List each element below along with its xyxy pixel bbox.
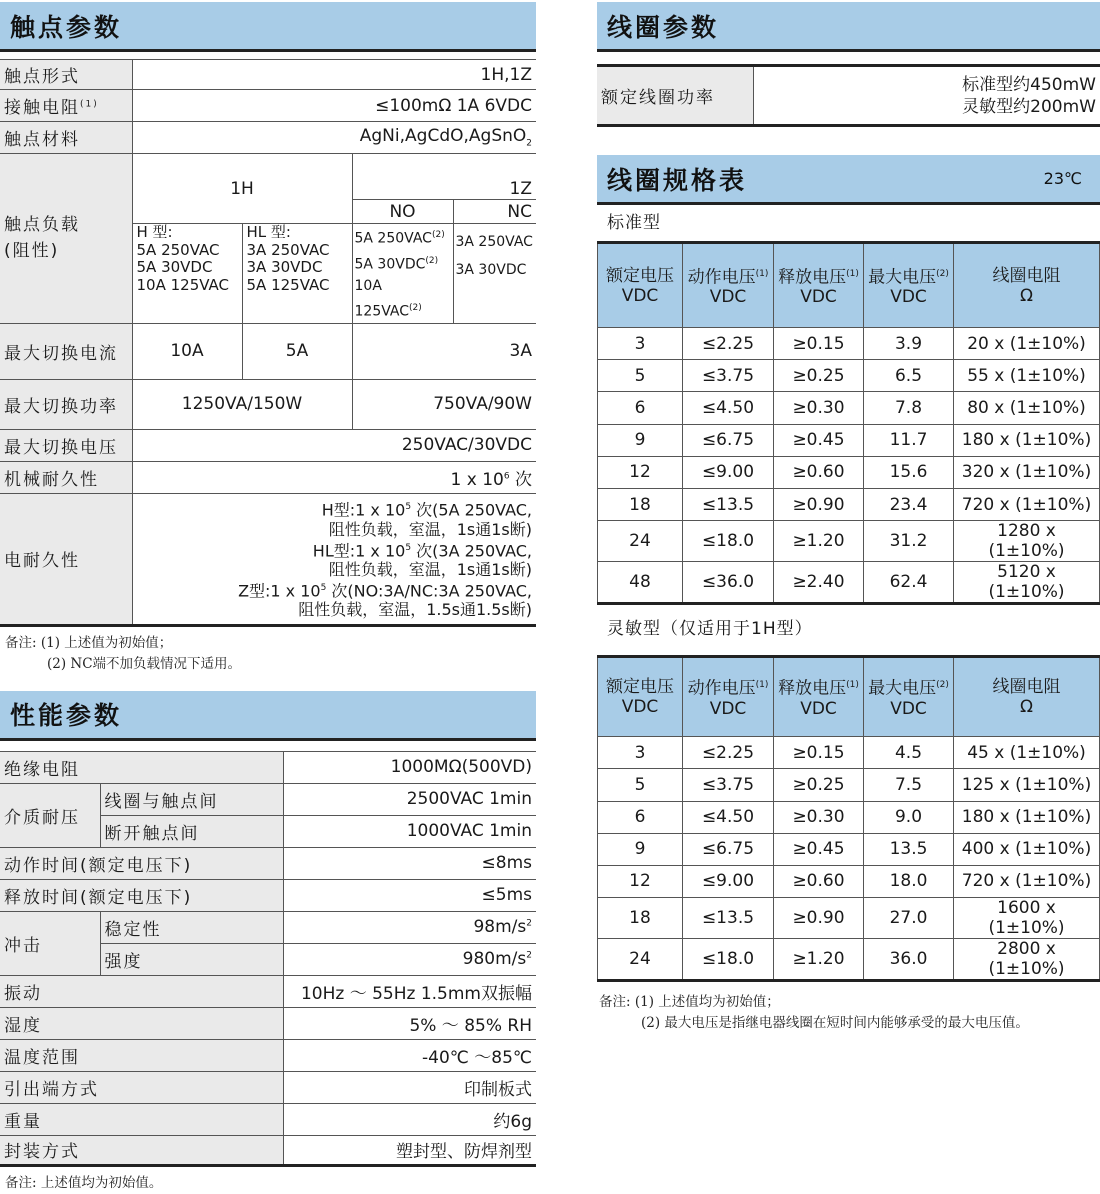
cell-release-voltage: ≥0.60: [774, 456, 864, 488]
coil-power-values: 标准型约450mW 灵敏型约200mW: [753, 66, 1100, 126]
contact-resistance-row: [0, 90, 536, 122]
header-release-voltage: 释放电压$^{(1)}$ VDC: [774, 657, 864, 737]
load-hl-values: HL 型: 3A 250VAC 3A 30VDC 5A 125VAC: [242, 224, 352, 324]
row-value: $980m/s^2$: [283, 943, 536, 975]
contact-load-label: 触点负载 (阻性): [0, 154, 132, 324]
row-value: 1 x $10^6$ 次: [132, 461, 536, 493]
cell-max-voltage: 23.4: [864, 488, 954, 520]
release-time-row: [0, 879, 536, 911]
coil-spec-notes: 备注: (1) 上述值均为初始值； (2) 最大电压是指继电器线圈在短时间内能够承受的最大电压值。: [599, 994, 1029, 1032]
row-value: 1000VAC 1min: [283, 815, 536, 847]
load-nc-values: 3A 250VAC 3A 30VDC: [453, 224, 536, 324]
load-no-values: 5A 250VAC$^{(2)}$ 5A 30VDC$^{(2)}$ 10A 125VAC$^{(2)}$: [352, 224, 453, 324]
standard-coil-table: [597, 241, 1100, 605]
row-value: 10Hz ～ 55Hz 1.5mm双振幅: [283, 975, 536, 1007]
row-label: 重量: [0, 1103, 283, 1135]
cell-operate-voltage: ≤13.5: [683, 898, 774, 939]
cell-release-voltage: ≥0.45: [774, 424, 864, 456]
row-label: 触点材料: [0, 122, 132, 154]
row-label: 最大切换电流: [0, 323, 132, 379]
cell-rated-voltage: 9: [598, 424, 683, 456]
coil-spec-section-header: [597, 155, 1100, 205]
row-value: $98m/s^2$: [283, 911, 536, 943]
cell-coil-resistance: 180 x (1±10%): [954, 801, 1100, 833]
cell-coil-resistance: 20 x (1±10%): [954, 328, 1100, 360]
load-no-header: NO: [352, 200, 453, 224]
row-value: ≤8ms: [283, 847, 536, 879]
row-label: 介质耐压: [0, 783, 100, 847]
cell-release-voltage: ≥0.90: [774, 488, 864, 520]
performance-section-header: [0, 691, 536, 741]
cell-operate-voltage: ≤9.00: [683, 865, 774, 897]
cell-max-voltage: 11.7: [864, 424, 954, 456]
cell-release-voltage: ≥0.15: [774, 737, 864, 769]
row-sublabel: 强度: [100, 943, 283, 975]
cell-rated-voltage: 24: [598, 521, 683, 562]
contact-form-row: [0, 60, 536, 90]
cell-release-voltage: ≥2.40: [774, 562, 864, 604]
cell-max-voltage: 7.8: [864, 392, 954, 424]
cell-operate-voltage: ≤3.75: [683, 360, 774, 392]
cell-release-voltage: ≥0.60: [774, 865, 864, 897]
contact-section-header: [0, 2, 536, 52]
cell-operate-voltage: ≤18.0: [683, 939, 774, 981]
cell-release-voltage: ≥0.25: [774, 769, 864, 801]
cell-rated-voltage: 5: [598, 769, 683, 801]
table-row: [598, 424, 1100, 456]
row-label: 最大切换功率: [0, 379, 132, 429]
table-row: [598, 898, 1100, 939]
cell-coil-resistance: 180 x (1±10%): [954, 424, 1100, 456]
cell-max-voltage: 27.0: [864, 898, 954, 939]
left-column: [0, 0, 536, 1194]
row-label: 冲击: [0, 911, 100, 975]
cell-coil-resistance: 400 x (1±10%): [954, 833, 1100, 865]
cell-operate-voltage: ≤9.00: [683, 456, 774, 488]
cell-max-voltage: 13.5: [864, 833, 954, 865]
cell-rated-voltage: 24: [598, 939, 683, 981]
cell-coil-resistance: 720 x (1±10%): [954, 488, 1100, 520]
cell-coil-resistance: 125 x (1±10%): [954, 769, 1100, 801]
performance-parameters-table: [0, 751, 536, 1167]
cell-release-voltage: ≥0.90: [774, 898, 864, 939]
row-value: ≤5ms: [283, 879, 536, 911]
sensitive-type-title: 灵敏型（仅适用于1H型）: [607, 619, 813, 640]
header-operate-voltage: 动作电压$^{(1)}$ VDC: [683, 243, 774, 328]
max-power-z: 750VA/90W: [352, 379, 536, 429]
shock-stability-row: [0, 911, 536, 943]
row-label: 引出端方式: [0, 1071, 283, 1103]
row-label: 额定线圈功率: [597, 66, 753, 126]
insulation-row: [0, 751, 536, 783]
max-current-z: 3A: [352, 323, 536, 379]
vibration-row: [0, 975, 536, 1007]
row-value: 2500VAC 1min: [283, 783, 536, 815]
coil-section-title: 线圈参数: [607, 12, 720, 42]
table-header-row: [598, 657, 1100, 737]
cell-coil-resistance: 80 x (1±10%): [954, 392, 1100, 424]
table-row: [598, 833, 1100, 865]
table-header-row: [598, 243, 1100, 328]
table-row: [598, 456, 1100, 488]
row-label: 机械耐久性: [0, 461, 132, 493]
cell-max-voltage: 36.0: [864, 939, 954, 981]
row-label: 绝缘电阻: [0, 751, 283, 783]
load-1h-header: 1H: [132, 154, 352, 224]
row-label: 振动: [0, 975, 283, 1007]
max-current-h: 10A: [132, 323, 242, 379]
cell-release-voltage: ≥0.45: [774, 833, 864, 865]
coil-spec-temperature: 23℃: [1043, 169, 1082, 188]
row-value: 250VAC/30VDC: [132, 429, 536, 461]
table-row: [598, 488, 1100, 520]
row-sublabel: 断开触点间: [100, 815, 283, 847]
row-value: 1000MΩ(500VD): [283, 751, 536, 783]
row-label: 电耐久性: [0, 493, 132, 625]
cell-max-voltage: 31.2: [864, 521, 954, 562]
elec-endurance-values: H型:1 x $10^5$ 次(5A 250VAC, 阻性负载，室温，1s通1s断) HL型:1 x $10^5$ 次(3A 250VAC, 阻性负载，室温，1s通1s断) Z型:1 x $10^5$ 次(NO:3A/NC:3A 250VAC, 阻性负载，室温，1.5s通1.5s断): [132, 493, 536, 625]
cell-rated-voltage: 48: [598, 562, 683, 604]
max-power-h: 1250VA/150W: [132, 379, 352, 429]
contact-material-row: [0, 122, 536, 154]
coil-parameters-table: [597, 64, 1100, 127]
cell-rated-voltage: 5: [598, 360, 683, 392]
header-rated-voltage: 额定电压 VDC: [598, 657, 683, 737]
row-sublabel: 稳定性: [100, 911, 283, 943]
row-value: 印制板式: [283, 1071, 536, 1103]
table-row: [598, 328, 1100, 360]
header-rated-voltage: 额定电压 VDC: [598, 243, 683, 328]
dielectric-coil-row: [0, 783, 536, 815]
cell-max-voltage: 15.6: [864, 456, 954, 488]
cell-operate-voltage: ≤3.75: [683, 769, 774, 801]
cell-rated-voltage: 6: [598, 801, 683, 833]
load-1z-header: 1Z: [352, 154, 536, 200]
table-row: [598, 360, 1100, 392]
table-row: [598, 939, 1100, 981]
cell-max-voltage: 18.0: [864, 865, 954, 897]
load-h-values: H 型: 5A 250VAC 5A 30VDC 10A 125VAC: [132, 224, 242, 324]
row-value: 约6g: [283, 1103, 536, 1135]
cell-coil-resistance: 55 x (1±10%): [954, 360, 1100, 392]
cell-coil-resistance: 320 x (1±10%): [954, 456, 1100, 488]
package-row: [0, 1135, 536, 1165]
row-label: 温度范围: [0, 1039, 283, 1071]
row-value: -40℃ ～85℃: [283, 1039, 536, 1071]
coil-spec-section-title: 线圈规格表: [607, 165, 748, 195]
header-release-voltage: 释放电压$^{(1)}$ VDC: [774, 243, 864, 328]
cell-coil-resistance: 720 x (1±10%): [954, 865, 1100, 897]
cell-max-voltage: 3.9: [864, 328, 954, 360]
cell-max-voltage: 9.0: [864, 801, 954, 833]
cell-rated-voltage: 6: [598, 392, 683, 424]
sensitive-coil-rows: [598, 737, 1100, 981]
header-coil-resistance: 线圈电阻 Ω: [954, 243, 1100, 328]
table-row: [598, 737, 1100, 769]
cell-release-voltage: ≥1.20: [774, 939, 864, 981]
cell-max-voltage: 62.4: [864, 562, 954, 604]
row-sublabel: 线圈与触点间: [100, 783, 283, 815]
row-value: AgNi,AgCdO,AgSnO$_2$: [132, 122, 536, 154]
row-label: 动作时间(额定电压下): [0, 847, 283, 879]
cell-coil-resistance: 2800 x (1±10%): [954, 939, 1100, 981]
cell-operate-voltage: ≤13.5: [683, 488, 774, 520]
contact-parameters-table: [0, 59, 536, 627]
cell-max-voltage: 6.5: [864, 360, 954, 392]
operate-time-row: [0, 847, 536, 879]
header-coil-resistance: 线圈电阻 Ω: [954, 657, 1100, 737]
mech-endurance-row: [0, 461, 536, 493]
cell-operate-voltage: ≤2.25: [683, 737, 774, 769]
cell-operate-voltage: ≤6.75: [683, 833, 774, 865]
max-voltage-row: [0, 429, 536, 461]
elec-endurance-row: [0, 493, 536, 625]
cell-max-voltage: 7.5: [864, 769, 954, 801]
max-power-row: [0, 379, 536, 429]
row-label: 触点形式: [0, 60, 132, 90]
table-row: [598, 392, 1100, 424]
cell-coil-resistance: 1600 x (1±10%): [954, 898, 1100, 939]
table-row: [598, 562, 1100, 604]
table-row: [598, 769, 1100, 801]
table-row: [598, 521, 1100, 562]
terminal-row: [0, 1071, 536, 1103]
header-max-voltage: 最大电压$^{(2)}$ VDC: [864, 657, 954, 737]
header-operate-voltage: 动作电压$^{(1)}$ VDC: [683, 657, 774, 737]
row-label: 最大切换电压: [0, 429, 132, 461]
row-value: 5% ～ 85% RH: [283, 1007, 536, 1039]
contact-load-header-row: [0, 154, 536, 200]
cell-release-voltage: ≥0.25: [774, 360, 864, 392]
cell-operate-voltage: ≤6.75: [683, 424, 774, 456]
cell-coil-resistance: 45 x (1±10%): [954, 737, 1100, 769]
cell-release-voltage: ≥1.20: [774, 521, 864, 562]
right-column: [597, 0, 1100, 1034]
row-label: 封装方式: [0, 1135, 283, 1165]
cell-operate-voltage: ≤4.50: [683, 392, 774, 424]
cell-release-voltage: ≥0.15: [774, 328, 864, 360]
humidity-row: [0, 1007, 536, 1039]
cell-rated-voltage: 9: [598, 833, 683, 865]
max-current-row: [0, 323, 536, 379]
coil-power-row: [597, 66, 1100, 126]
row-value: 塑封型、防焊剂型: [283, 1135, 536, 1165]
cell-rated-voltage: 12: [598, 865, 683, 897]
cell-operate-voltage: ≤18.0: [683, 521, 774, 562]
load-nc-header: NC: [453, 200, 536, 224]
cell-operate-voltage: ≤36.0: [683, 562, 774, 604]
standard-type-title: 标准型: [607, 213, 661, 233]
table-row: [598, 865, 1100, 897]
cell-release-voltage: ≥0.30: [774, 801, 864, 833]
row-label: 湿度: [0, 1007, 283, 1039]
header-max-voltage: 最大电压$^{(2)}$ VDC: [864, 243, 954, 328]
cell-rated-voltage: 12: [598, 456, 683, 488]
performance-note: 备注: 上述值均为初始值。: [5, 1174, 163, 1191]
row-value: ≤100mΩ 1A 6VDC: [132, 90, 536, 122]
coil-section-header: [597, 2, 1100, 52]
temperature-row: [0, 1039, 536, 1071]
row-label: 释放时间(额定电压下): [0, 879, 283, 911]
cell-rated-voltage: 3: [598, 328, 683, 360]
cell-rated-voltage: 18: [598, 488, 683, 520]
row-value: 1H,1Z: [132, 60, 536, 90]
cell-release-voltage: ≥0.30: [774, 392, 864, 424]
performance-section-title: 性能参数: [10, 701, 123, 731]
cell-rated-voltage: 3: [598, 737, 683, 769]
cell-max-voltage: 4.5: [864, 737, 954, 769]
standard-coil-rows: [598, 328, 1100, 604]
weight-row: [0, 1103, 536, 1135]
cell-operate-voltage: ≤4.50: [683, 801, 774, 833]
table-row: [598, 801, 1100, 833]
contact-notes: 备注: (1) 上述值为初始值； (2) NC端不加负载情况下适用。: [5, 634, 242, 672]
row-label: 接触电阻$^{(1)}$: [0, 90, 132, 122]
contact-section-title: 触点参数: [10, 12, 123, 42]
max-current-hl: 5A: [242, 323, 352, 379]
cell-coil-resistance: 1280 x (1±10%): [954, 521, 1100, 562]
cell-operate-voltage: ≤2.25: [683, 328, 774, 360]
sensitive-coil-table: [597, 655, 1100, 982]
cell-coil-resistance: 5120 x (1±10%): [954, 562, 1100, 604]
cell-rated-voltage: 18: [598, 898, 683, 939]
